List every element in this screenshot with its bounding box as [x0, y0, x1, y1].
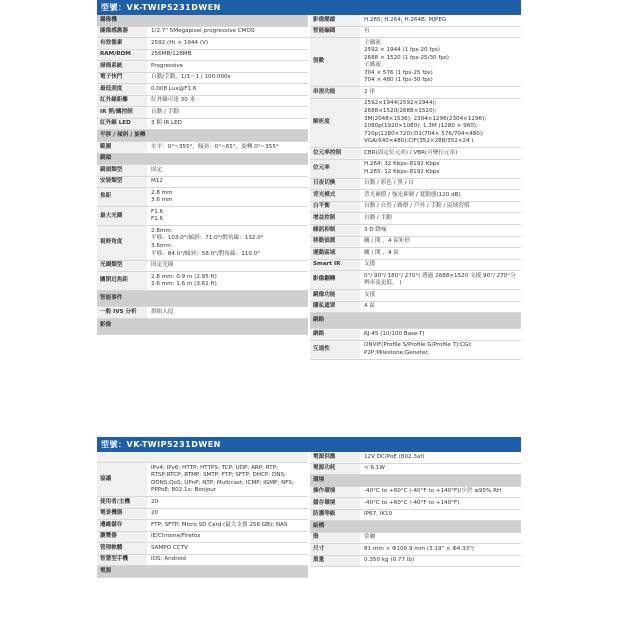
spec-value-cell [147, 307, 308, 318]
spec-value: 關 / 開 ，4 區 [364, 249, 399, 256]
spec-label: 有效像素 [97, 38, 147, 49]
spec-label: 增益控制 [310, 213, 360, 224]
spec-row [310, 38, 521, 87]
spec-value-cell [360, 15, 521, 26]
spec-value: 支援 [364, 291, 376, 298]
spec-value: 支援 [364, 261, 376, 268]
spec-label: 紅外線距離 [97, 96, 147, 107]
section-header: 影像 [97, 319, 308, 335]
spec-value: 2.8mm： 平移：103.0°/傾斜：71.0°/對角線：132.0° 3.6mm： 平移：84.0°/傾斜：58.0°/對角線：110.0° [151, 227, 264, 257]
spec-value: 20 [151, 510, 159, 517]
spec-row [97, 532, 308, 544]
spec-value-cell [147, 555, 308, 566]
spec-value: 2.8 mm: 0.9 m (2.95 ft) 3.6 mm: 1.6 m (3.61 ft) [151, 273, 217, 288]
spec-value: 2 串 [364, 88, 375, 95]
spec-label: 鏡頭類型 [97, 165, 147, 176]
section-header: 攝像機 [97, 15, 308, 27]
section-header: 鏡頭 [97, 154, 308, 166]
spec-label: 安裝類型 [97, 177, 147, 188]
spec-value-cell [147, 207, 308, 225]
spec-label: 一般 IVS 分析 [97, 307, 147, 318]
spec-value: 自動 / 手動 [364, 214, 392, 221]
spec-label: 移動偵測 [310, 237, 360, 248]
spec-value: 3 顆 IR LED [151, 120, 182, 127]
spec-value: 0.008 Lux@F1.6 [151, 85, 197, 92]
spec-value-cell [147, 96, 308, 107]
spec-label: 儲存環境 [310, 498, 360, 509]
spec-label: 智慧型手機 [97, 555, 147, 566]
spec-row [310, 87, 521, 99]
spec-value-cell [147, 73, 308, 84]
spec-label: 最大光圈 [97, 207, 147, 225]
spec-value-cell [360, 27, 521, 38]
spec-value-cell [360, 225, 521, 236]
panel-title: 型號：VK-TWIP5231DWEN [97, 0, 521, 15]
spec-label: 邊緣儲存 [97, 520, 147, 531]
spec-label: 解析度 [310, 99, 360, 147]
spec-value-cell [147, 272, 308, 290]
spec-row [310, 498, 521, 510]
section-header: 電源 [97, 566, 308, 578]
spec-panel-1 [97, 0, 521, 360]
spec-label: 協議 [97, 463, 147, 496]
spec-label: 電源功耗 [310, 464, 360, 475]
spec-row [97, 96, 308, 108]
spec-label: 紅外線 LED [97, 119, 147, 130]
spec-value-cell [147, 188, 308, 206]
spec-value-cell [360, 87, 521, 98]
spec-row [310, 464, 521, 476]
spec-value: IP67, IK10 [364, 511, 393, 518]
spec-row [310, 260, 521, 272]
spec-value-cell [360, 533, 521, 544]
panel-title: 型號：VK-TWIP5231DWEN [97, 437, 521, 452]
spec-value-cell [147, 50, 308, 61]
spec-value-cell [147, 543, 308, 554]
spec-row [97, 307, 308, 319]
spec-row [310, 487, 521, 499]
spec-value-cell [360, 237, 521, 248]
spec-label: 視野角度 [97, 226, 147, 259]
spec-row [97, 509, 308, 521]
spec-value: 自動/手動，1/3～1 / 100,000s [151, 74, 231, 81]
spec-value: 自動 / 彩色 / 黑 / 白 [364, 180, 414, 187]
spec-label: 關閉近焦距 [97, 272, 147, 290]
spec-label: 掃描系統 [97, 61, 147, 72]
spec-row [310, 179, 521, 191]
spec-label: 光圈類型 [97, 261, 147, 272]
spec-row [97, 61, 308, 73]
spec-value-cell [360, 510, 521, 521]
spec-value: 背光補償 / 強光抑制 / 寬動態(120 dB) [364, 191, 461, 198]
spec-value-cell [360, 452, 521, 463]
spec-value-cell [360, 190, 521, 201]
spec-row [310, 329, 521, 341]
spec-value-cell [147, 177, 308, 188]
spec-row [310, 271, 521, 290]
spec-label: 瀏覽器 [97, 532, 147, 543]
spec-row [310, 533, 521, 545]
spec-row [310, 341, 521, 360]
section-header [97, 452, 308, 463]
spec-label: 管理軟體 [97, 543, 147, 554]
spec-value-cell [360, 487, 521, 498]
spec-label: 焦距 [97, 188, 147, 206]
spec-row [97, 497, 308, 509]
spec-value-cell [360, 148, 521, 159]
spec-value-cell [360, 556, 521, 567]
section-header: 網路 [310, 313, 521, 329]
spec-value-cell [360, 38, 521, 86]
spec-value-cell [360, 213, 521, 224]
spec-row [310, 15, 521, 27]
spec-value: 群組入侵 [151, 308, 174, 315]
spec-label: 影像翻轉 [310, 271, 360, 289]
spec-label: 互通性 [310, 341, 360, 359]
spec-label: RAM/ROM [97, 50, 147, 61]
spec-value-cell [360, 260, 521, 271]
spec-value-cell [147, 226, 308, 259]
spec-label: 電景機器 [97, 509, 147, 520]
spec-value: 有 [364, 28, 370, 35]
spec-value: CBR(固定位元率) / VBR(可變位元率) [364, 149, 458, 156]
spec-row [97, 543, 308, 555]
spec-row [310, 510, 521, 522]
spec-label: 位元率控制 [310, 148, 360, 159]
spec-value-cell [147, 520, 308, 531]
spec-value-cell [147, 38, 308, 49]
spec-row [310, 225, 521, 237]
spec-value: 1/2.7" 5Megapixel progressive CMOS [151, 28, 255, 35]
spec-row [97, 463, 308, 497]
spec-row [310, 556, 521, 568]
spec-label: 尺寸 [310, 544, 360, 555]
spec-value-cell [147, 142, 308, 153]
spec-value-cell [360, 99, 521, 147]
spec-row [97, 520, 308, 532]
spec-row [97, 119, 308, 131]
spec-value: < 6.1W [364, 465, 385, 472]
spec-label: 雜訊抑制 [310, 225, 360, 236]
spec-value: 固定 [151, 166, 163, 173]
spec-value: 固定光圈 [151, 262, 174, 269]
spec-value: 金屬 [364, 534, 376, 541]
spec-value: 自動 / 手動 [151, 108, 179, 115]
spec-row [97, 142, 308, 154]
spec-row [97, 188, 308, 207]
spec-value: IOS; Android [151, 556, 186, 563]
spec-value-cell [360, 202, 521, 213]
spec-row [310, 99, 521, 148]
spec-row [97, 107, 308, 119]
section-header: 環境 [310, 475, 521, 487]
spec-row [97, 27, 308, 39]
spec-row [97, 50, 308, 62]
spec-value: IPv4; IPv6; HTTP; HTTPS; TCP; UDP; ARP; RTP; RTSP;RTCP; RTMP; SMTP; FTP; SFTP; DHCP; DNS; DDNS;QoS; UPnP; NTP; Multicast; ICMP; IGMP; NFS; PPPoE; 802.1x; Bonjour [151, 464, 294, 494]
spec-value: IE/Chrome/Firefox [151, 533, 201, 540]
spec-row [310, 452, 521, 464]
spec-value: -40°C to +60°C (-40°F to +140°F) [364, 499, 460, 506]
spec-value-cell [147, 509, 308, 520]
spec-value: M12 [151, 178, 163, 185]
spec-row [97, 165, 308, 177]
spec-value-cell [147, 532, 308, 543]
spec-value-cell [360, 179, 521, 190]
spec-row [97, 226, 308, 260]
spec-row [97, 73, 308, 85]
spec-label: IR 開/關控制 [97, 107, 147, 118]
spec-label: 網路 [310, 329, 360, 340]
spec-label: 鏡像功能 [310, 290, 360, 301]
spec-column-right [310, 15, 521, 360]
spec-row [97, 555, 308, 567]
spec-value-cell [147, 61, 308, 72]
spec-row [97, 272, 308, 291]
section-header: 平移 / 傾斜 / 旋轉 [97, 130, 308, 142]
spec-value: 自動 / 自然 / 路燈 / 戶外 / 手動 / 區域習慣 [364, 203, 470, 210]
spec-label: 使用者/主機 [97, 497, 147, 508]
spec-label: 位元率 [310, 160, 360, 178]
spec-value: 0°/ 90°/ 180°/ 270°( 透過 2688×1520 支援 90°/ 270°分辨率及更低。 ) [364, 272, 516, 287]
spec-panel-2 [97, 437, 521, 578]
spec-value-cell [360, 160, 521, 178]
spec-column-left [97, 452, 308, 578]
spec-value: RJ-45 (10/100 Base-T) [364, 330, 425, 337]
spec-value: 256MB/128MB [151, 51, 192, 58]
spec-value: ONVIF(Profile S/Profile G/Profile T);CGI; P2P;Milestone;Genetec [364, 342, 472, 356]
spec-label: 圖像感應器 [97, 27, 147, 38]
spec-value-cell [147, 463, 308, 496]
spec-row [310, 290, 521, 302]
spec-row [97, 261, 308, 273]
spec-value: SAMPO CCTV [151, 544, 188, 551]
spec-value: H.265; H.264; H.264B; MJPEG [364, 16, 447, 23]
spec-label: 電子快門 [97, 73, 147, 84]
spec-label: 防護等級 [310, 510, 360, 521]
spec-value: 關 / 開 ，4 區矩形 [364, 238, 411, 245]
spec-label: 智能編碼 [310, 27, 360, 38]
spec-value-cell [147, 119, 308, 130]
section-header: 智能事件 [97, 291, 308, 307]
spec-value: FTP; SFTP; Micro SD Card (最大支援 256 GB); NAS [151, 521, 288, 528]
spec-label: 殼 [310, 533, 360, 544]
spec-value-cell [360, 464, 521, 475]
spec-value-cell [360, 329, 521, 340]
spec-value-cell [360, 544, 521, 555]
spec-label: 隱私遮罩 [310, 302, 360, 313]
spec-row [97, 38, 308, 50]
spec-label: 電源供應 [310, 452, 360, 463]
spec-value-cell [147, 497, 308, 508]
spec-label: 影像壓縮 [310, 15, 360, 26]
spec-row [310, 237, 521, 249]
spec-row [310, 27, 521, 39]
spec-row [97, 84, 308, 96]
spec-row [310, 148, 521, 160]
spec-label: Smart IR [310, 260, 360, 271]
section-header: 結構 [310, 521, 521, 533]
spec-value-cell [147, 165, 308, 176]
spec-value-cell [147, 27, 308, 38]
spec-value: 0.350 kg (0.77 lb) [364, 557, 415, 564]
spec-label: 操作環境 [310, 487, 360, 498]
spec-row [310, 544, 521, 556]
spec-row [310, 213, 521, 225]
spec-value: 2.8 mm 3.6 mm [151, 189, 173, 204]
spec-value: Progressive [151, 62, 184, 69]
spec-column-left [97, 15, 308, 360]
spec-value-cell [360, 271, 521, 289]
spec-value: 20 [151, 498, 159, 505]
spec-value-cell [360, 248, 521, 259]
spec-value-cell [147, 107, 308, 118]
spec-label: 白平衡 [310, 202, 360, 213]
spec-row [310, 160, 521, 179]
spec-value: 3 D 降噪 [364, 226, 387, 233]
spec-value: 2592 (H) × 1944 (V) [151, 39, 209, 46]
spec-row [97, 207, 308, 226]
spec-label: 重量 [310, 556, 360, 567]
spec-value: 81 mm × Φ109.9 mm (3.19" × Φ4.33") [364, 545, 474, 552]
spec-label: 運動區域 [310, 248, 360, 259]
spec-value: -40°C to +60°C (-40°F to +140°F)/少於 ≤95% RH [364, 488, 502, 495]
spec-value: 4 區 [364, 303, 375, 310]
spec-value-cell [147, 84, 308, 95]
spec-value: H.264: 32 Kbps–8192 Kbps H.265: 12 Kbps–8192 Kbps [364, 161, 440, 175]
spec-value: 紅外線可達 30 米 [151, 97, 196, 104]
spec-row [310, 202, 521, 214]
spec-value: 水平：0°~355°，傾斜：0°~65°，旋轉 0°~355° [151, 143, 279, 150]
spec-label: 背光模式 [310, 190, 360, 201]
spec-label: 張數 [310, 38, 360, 86]
spec-row [310, 190, 521, 202]
spec-row [310, 248, 521, 260]
spec-value: F1.6 F1.6 [151, 208, 164, 223]
spec-value-cell [360, 302, 521, 313]
spec-value: 12V DC/PoE (802.3af) [364, 453, 425, 460]
spec-row [310, 302, 521, 314]
spec-label: 日夜切換 [310, 179, 360, 190]
spec-value-cell [360, 290, 521, 301]
spec-label: 最低照度 [97, 84, 147, 95]
spec-label: 範圍 [97, 142, 147, 153]
spec-value-cell [360, 498, 521, 509]
spec-value: 2592×1944(2592×1944); 2688×1520(2688×1520); 3M(2048×1536); 2304×1296(2304×1296); 1080p(1920×1080); 1.3M (1280 × 960); 720p(1280×720);D1(704× 576/704×480); VGA(640×480);CIF(352×288/352×24 ) [364, 100, 487, 145]
spec-column-right [310, 452, 521, 578]
spec-label: 串流功能 [310, 87, 360, 98]
spec-value: 主碼流： 2592 × 1944 (1 fps-20 fps) 2688 × 1520 (1 fps-25/30 fps) 子碼流： 704 × 576 (1 fps-25 fps) 704 × 480 (1 fps-30 fps) [364, 39, 449, 84]
spec-row [97, 177, 308, 189]
spec-value-cell [360, 341, 521, 359]
spec-value-cell [147, 261, 308, 272]
